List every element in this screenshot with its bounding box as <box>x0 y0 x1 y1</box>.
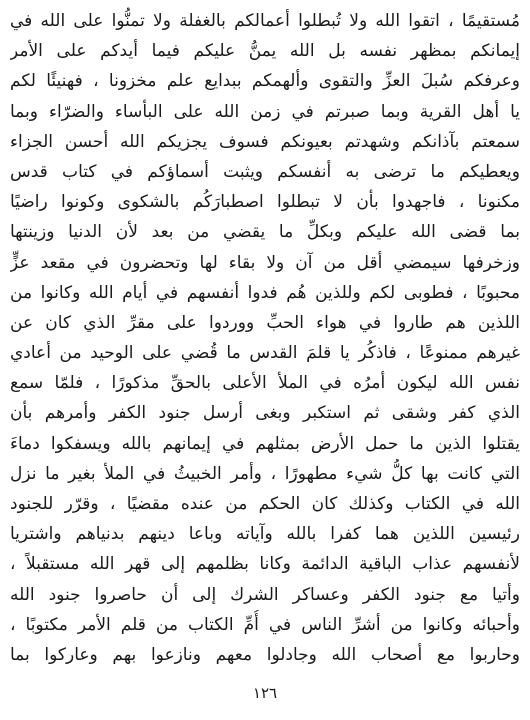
text-line: يقتلوا الذين ما حمل الأرض بمثلهم في إيمانهم بالله ويسفكوا دماءَ <box>10 433 520 454</box>
text-line: ويعطيكم ما ترضى به أنفسكم ويثبت أسماؤكم في كتاب قدس <box>10 161 520 182</box>
text-line: التي كانت بها كلُّ شيء مطهورًا ، وأمر الخبيثُ في الملأ بغير ما نزل <box>10 463 520 484</box>
text-line: مُستقيمًا ، اتقوا الله ولا تُبطلوا أعمالكم بالغفلة ولا تمنُّوا على الله في <box>10 11 520 31</box>
text-line: وأحبائه وكانوا من أشرِّ الناس في أُمِّ الكتاب من قلم الأمر مكتوبًا ، <box>10 614 520 635</box>
text-line: محبوبًا ، فطوبى لكم وللذين هُم فدوا أنفسهم في أيام الله وكانوا من <box>10 282 520 303</box>
text-line: إيمانكم بمظهر نفسه بل الله يمنُّ عليكم فيما أيدكم على الأمر <box>10 41 520 62</box>
text-line: نفس الله ليكون أمرُه في الملأ الأعلى بالحقِّ مذكورًا ، فلمّا سمع <box>10 373 520 394</box>
text-line: وزخرفها سيمضي أقل من آن ولا بقاء لها وتحضرون في مقعد عزٍّ <box>10 252 520 273</box>
text-line: غيرهم ممنوعًا ، فاذكُر يا قلمَ القدس ما قُضي على الوحيد من أعادي <box>10 343 520 364</box>
text-line: اللذين هم طاروا في هواء الحبِّ ووردوا على مقرِّ الذي كان عن <box>10 312 520 333</box>
text-line: الله في الكتاب وكذلك كان الحكم من عنده مقضيًا ، وقرّر للجنود <box>10 494 520 514</box>
text-line: وعرفكم سُبلَ العزِّ والتقوى وألهمكم ببدايع علم مخزونا ، فهنيئًا لكم <box>10 71 520 92</box>
text-line: وأتيا مع جنود الكفر وعساكر الشرك إلى أن حاصروا جنود الله <box>10 584 520 605</box>
text-line: وحاربوا مع أصحاب الله وجادلوا معهم ونازعوا بهم وعاركوا بما <box>10 644 520 665</box>
text-line: سمعتم بآذانكم وشهدتم بعيونكم فسوف يجزيكم الله أحسن الجزاء <box>10 131 520 152</box>
text-line: بما قضى الله عليكم وبكلِّ ما يقضي من بعد لأن الدنيا وزينتها <box>10 222 520 243</box>
text-line: مكنونا ، فاجهدوا بأن لا تبطلوا اصطبارَكُم بالشكوى وكونوا راضيًا <box>10 192 520 213</box>
text-line: يا أهل القرية وبما صبرتم في زمن الله على البأساء والضرّاء وبما <box>10 101 520 122</box>
text-line: لأنفسهم عذاب الباقية الدائمة وكانا بظلمهم إلى قهر الله مستقبلاً ، <box>10 554 520 575</box>
text-line: الذي كفر وشقى ثم استكبر وبغى أرسل جنود الكفر وأمرهم بأن <box>10 403 520 424</box>
page-text-block <box>10 6 520 671</box>
page-number: ١٢٦ <box>252 684 278 702</box>
text-line: رئيسين اللذين هما كفرا بالله وآياته وباعا دينهم بدنياهم واشتريا <box>10 524 520 545</box>
